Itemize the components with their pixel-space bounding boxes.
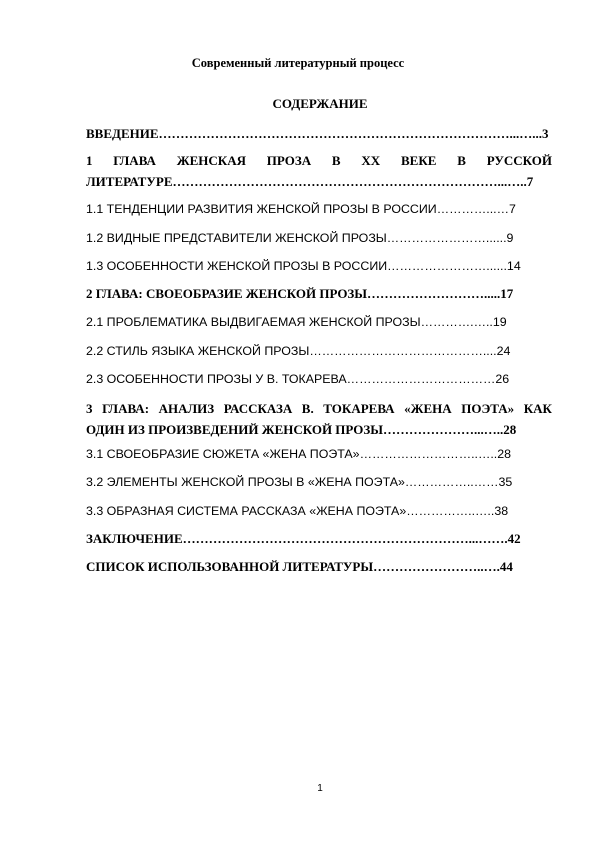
toc-entry-1-3: 1.3 ОСОБЕННОСТИ ЖЕНСКОЙ ПРОЗЫ В РОССИИ……………………......14 [86, 259, 521, 273]
toc-entry-introduction: ВВЕДЕНИЕ………………………………………………………………………...…...3 [86, 126, 549, 141]
page-number: 1 [317, 783, 323, 794]
toc-entry-2-1: 2.1 ПРОБЛЕМАТИКА ВЫДВИГАЕМАЯ ЖЕНСКОЙ ПРОЗЫ………….…..19 [86, 315, 507, 329]
toc-entry-3-1: 3.1 СВОЕОБРАЗИЕ СЮЖЕТА «ЖЕНА ПОЭТА»………………………..…..28 [86, 447, 512, 461]
document-header: Современный литературный процесс [191, 56, 405, 70]
toc-title: СОДЕРЖАНИЕ [272, 96, 368, 111]
toc-entry-1-2: 1.2 ВИДНЫЕ ПРЕДСТАВИТЕЛИ ЖЕНСКОЙ ПРОЗЫ……………………......9 [86, 231, 514, 245]
toc-entry-1-1: 1.1 ТЕНДЕНЦИИ РАЗВИТИЯ ЖЕНСКОЙ ПРОЗЫ В РОССИИ…………...…7 [86, 202, 516, 216]
toc-entry-conclusion: ЗАКЛЮЧЕНИЕ…………………………………………………………...…….42 [86, 531, 521, 546]
toc-entry-chapter-3 [86, 398, 552, 440]
toc-entry-chapter-3-line-2: ОДИН ИЗ ПРОИЗВЕДЕНИЙ ЖЕНСКОЙ ПРОЗЫ…………………...…..28 [86, 422, 517, 437]
toc-entry-chapter-1 [86, 150, 552, 192]
toc-entry-2-3: 2.3 ОСОБЕННОСТИ ПРОЗЫ У В. ТОКАРЕВА………………………………26 [86, 372, 510, 386]
toc-entry-chapter-2: 2 ГЛАВА: СВОЕОБРАЗИЕ ЖЕНСКОЙ ПРОЗЫ……………………….....17 [86, 286, 514, 301]
toc-entry-2-2: 2.2 СТИЛЬ ЯЗЫКА ЖЕНСКОЙ ПРОЗЫ……………………………………....24 [86, 344, 511, 358]
toc-entry-chapter-1-line-2: ЛИТЕРАТУРЕ…………………………………………………………………...…..7 [86, 174, 534, 189]
toc-entry-chapter-1-line-1: 1 ГЛАВА ЖЕНСКАЯ ПРОЗА В XX ВЕКЕ В РУССКОЙ [86, 153, 552, 168]
toc-entry-3-3: 3.3 ОБРАЗНАЯ СИСТЕМА РАССКАЗА «ЖЕНА ПОЭТА»……………..…..38 [86, 504, 509, 518]
toc-entry-bibliography: СПИСОК ИСПОЛЬЗОВАННОЙ ЛИТЕРАТУРЫ……………………..….44 [86, 559, 513, 574]
toc-entry-3-2: 3.2 ЭЛЕМЕНТЫ ЖЕНСКОЙ ПРОЗЫ В «ЖЕНА ПОЭТА»……………..……35 [86, 475, 513, 489]
toc-entry-chapter-3-line-1: 3 ГЛАВА: АНАЛИЗ РАССКАЗА В. ТОКАРЕВА «ЖЕНА ПОЭТА» КАК [86, 401, 552, 416]
